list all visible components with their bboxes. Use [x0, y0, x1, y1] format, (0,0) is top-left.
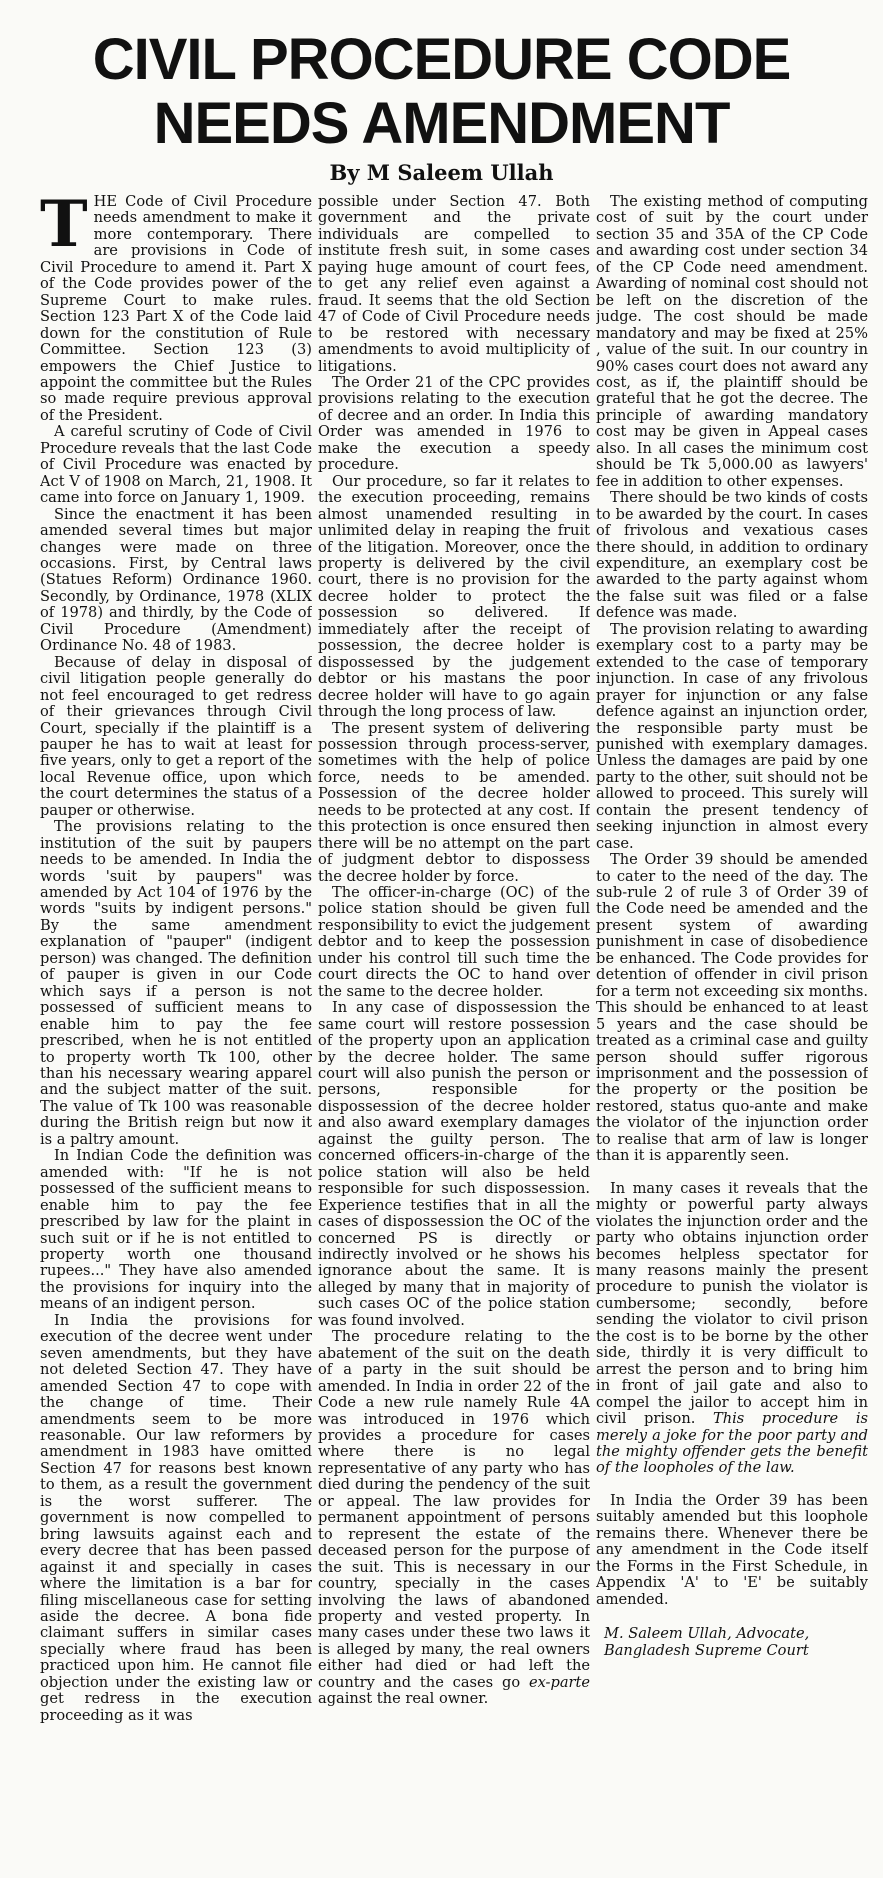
paragraph: The officer-in-charge (OC) of the police station should be given full responsibility to evict the judgement debtor and to keep the possession under his control till such time the court directs the OC to hand over the same to the decree holder.: [318, 884, 590, 1000]
column-1: [40, 194, 312, 1874]
paragraph: possible under Section 47. Both government and the private individuals are compelled to institute fresh suit, in some cases paying huge amount of court fees, to get any relief even against a fraud. It seems that the old Section 47 of Code of Civil Procedure needs to be restored with necessary amendments to avoid multiplicity of litigations.: [318, 194, 590, 375]
author-signature: [596, 1626, 868, 1659]
paragraph: The provision relating to awarding exemplary cost to a party may be extended to the case of temporary injunction. In case of any frivolous prayer for injunction or any false defence against an injunction order, the responsible party must be punished with exemplary damages. Unless the damages are paid by one party to the other, suit should not be allowed to proceed. This surely will contain the present tendency of seeking injunction in almost every case.: [596, 620, 868, 852]
paragraph: In Indian Code the definition was amended with: "If he is not possessed of the sufficient means to enable him to pay the fee prescribed by law for the plaint in such suit or if he is not entitled to property worth one thousand rupees..." They have also amended the provisions for inquiry into the means of an indigent person.: [40, 1147, 312, 1313]
paragraph: Since the enactment it has been amended several times but major changes were made on three occasions. First, by Central laws (Statues Reform) Ordinance 1960. Secondly, by Ordinance, 1978 (XLIX of 1978) and thirdly, by the Code of Civil Procedure (Amendment) Ordinance No. 48 of 1983.: [40, 505, 312, 655]
paragraph: The provisions relating to the institution of the suit by paupers needs to be amended. In India the words 'suit by paupers" was amended by Act 104 of 1976 by the words "suits by indigent persons." By the same amendment explanation of "pauper" (indigent person) was changed. The definition of pauper is given in our Code which says if a person is not possessed of sufficient means to enable him to pay the fee prescribed, when he is not entitled to property worth Tk 100, other than his necessary wearing apparel and the subject matter of the suit. The value of Tk 100 was reasonable during the British reign but now it is a paltry amount.: [40, 818, 312, 1148]
paragraph: Our procedure, so far it relates to the execution proceeding, remains almost unamended resulting in unlimited delay in reaping the fruit of the litigation. Moreover, once the property is delivered by the civil court, there is no provision for the decree holder to protect the possession so delivered. If immediately after the receipt of possession, the decree holder is dispossessed by the judgement debtor or his mastans the poor decree holder will have to go again through the long process of law.: [318, 472, 590, 721]
column-2: [318, 194, 590, 1874]
headline-line-2: NEEDS AMENDMENT: [153, 91, 730, 156]
paragraph: In India the Order 39 has been suitably amended but this loophole remains there. Whenever there be any amendment in the Code itself the Forms in the First Schedule, in Appendix 'A' to 'E' be suitably amended.: [596, 1491, 868, 1608]
byline: By M Saleem Ullah: [329, 160, 554, 185]
paragraph: In many cases it reveals that the mighty or powerful party always violates the injunction order and the party who obtains injunction order becomes helpless spectator for many reasons mainly the present procedure to punish the violator is cumbersome; secondly, before sending the violator to civil prison the cost is to be borne by the other side, thirdly it is very difficult to arrest the person and to bring him in front of jail gate and also to compel the jailor to accept him in civil prison. This procedure is merely a joke for the poor party and the mighty offender gets the benefit of the loopholes of the law.: [596, 1179, 868, 1477]
article-headline: [0, 28, 883, 156]
drop-cap: T: [40, 194, 88, 262]
signature-court: Bangladesh Supreme Court: [604, 1641, 809, 1659]
headline-line-1: CIVIL PROCEDURE CODE: [92, 27, 791, 92]
paragraph: The Order 39 should be amended to cater to the need of the day. The sub-rule 2 of rule 3 of Order 39 of the Code need be amended and the present system of awarding punishment in case of disobedience be enhanced. The Code provides for detention of offender in civil prison for a term not exceeding six months. This should be enhanced to at least 5 years and the case should be treated as a criminal case and guilty person should suffer rigorous imprisonment and the possession of the property or the position be restored, status quo-ante and make the violator of the injunction order to realise that arm of law is longer than it is apparently seen.: [596, 851, 868, 1165]
paragraph: There should be two kinds of costs to be awarded by the court. In cases of frivolous and vexatious cases there should, in addition to ordinary expenditure, an exemplary cost be awarded to the party against whom the false suit was filed or a false defence was made.: [596, 489, 868, 622]
paragraph: In India the provisions for execution of the decree went under seven amendments, but they have not deleted Section 47. They have amended Section 47 to cope with the change of time. Their amendments seem to be more reasonable. Our law reformers by amendment in 1983 have omitted Section 47 for reasons best known to them, as a result the government is the worst sufferer. The government is now compelled to bring lawsuits against each and every decree that has been passed against it and specially in cases where the limitation is a bar for filing miscellaneous case for setting aside the decree. A bona fide claimant suffers in similar cases specially where fraud has been practiced upon him. He cannot file objection under the existing law or get redress in the execution proceeding as it was: [40, 1311, 312, 1724]
paragraph: The procedure relating to the abatement of the suit on the death of a party in the suit should be amended. In India in order 22 of the Code a new rule namely Rule 4A was introduced in 1976 which provides a procedure for cases where there is no legal representative of any party who has died during the pendency of the suit or appeal. The law provides for permanent appointment of persons to represent the estate of the deceased person for the purpose of the suit. This is necessary in our country, specially in the cases involving the laws of abandoned property and vested property. In many cases under these two laws it is alleged by many, the real owners either had died or had left the country and the cases go ex-parte against the real owner.: [318, 1328, 590, 1708]
signature-name: M. Saleem Ullah, Advocate,: [604, 1625, 810, 1643]
paragraph: The existing method of computing cost of suit by the court under section 35 and 35A of the CP Code and awarding cost under section 34 of the CP Code need amendment. Awarding of nominal cost should not be left on the discretion of the judge. The cost should be made mandatory and may be fixed at 25% , value of the suit. In our country in 90% cases court does not award any cost, as if, the plaintiff should be grateful that he got the decree. The principle of awarding mandatory cost may be given in Appeal cases also. In all cases the minimum cost should be Tk 5,000.00 as lawyers' fee in addition to other expenses.: [596, 194, 868, 490]
paragraph: In any case of dispossession the same court will restore possession of the property upon an application by the decree holder. The same court will also punish the person or persons, responsible for dispossession of the decree holder and also award exemplary damages against the guilty person. The concerned officers-in-charge of the police station will also be held responsible for such dispossession. Experience testifies that in all the cases of dispossession the OC of the concerned PS is directly or indirectly involved or he shows his ignorance about the same. It is alleged by many that in majority of such cases OC of the police station was found involved.: [318, 999, 590, 1329]
paragraph: The present system of delivering possession through process-server, sometimes with the help of police force, needs to be amended. Possession of the decree holder needs to be protected at any cost. If this protection is once ensured then there will be no attempt on the part of judgment debtor to dispossess the decree holder by force.: [318, 719, 590, 885]
paragraph: A careful scrutiny of Code of Civil Procedure reveals that the last Code of Civil Procedure was enacted by Act V of 1908 on March, 21, 1908. It came into force on January 1, 1909.: [40, 423, 312, 507]
paragraph: The Order 21 of the CPC provides provisions relating to the execution of decree and an order. In India this Order was amended in 1976 to make the execution a speedy procedure.: [318, 373, 590, 474]
paragraph: THE Code of Civil Procedure needs amendment to make it more contemporary. There are provisions in Code of Civil Procedure to amend it. Part X of the Code provides power of the Supreme Court to make rules. Section 123 Part X of the Code laid down for the constitution of Rule Committee. Section 123 (3) empowers the Chief Justice to appoint the committee but the Rules so made require previous approval of the President.: [40, 194, 312, 424]
column-3: [596, 194, 868, 1874]
paragraph: Because of delay in disposal of civil litigation people generally do not feel encouraged to get redress of their grievances through Civil Court, specially if the plaintiff is a pauper he has to wait at least for five years, only to get a report of the local Revenue office, upon which the court determines the status of a pauper or otherwise.: [40, 653, 312, 819]
